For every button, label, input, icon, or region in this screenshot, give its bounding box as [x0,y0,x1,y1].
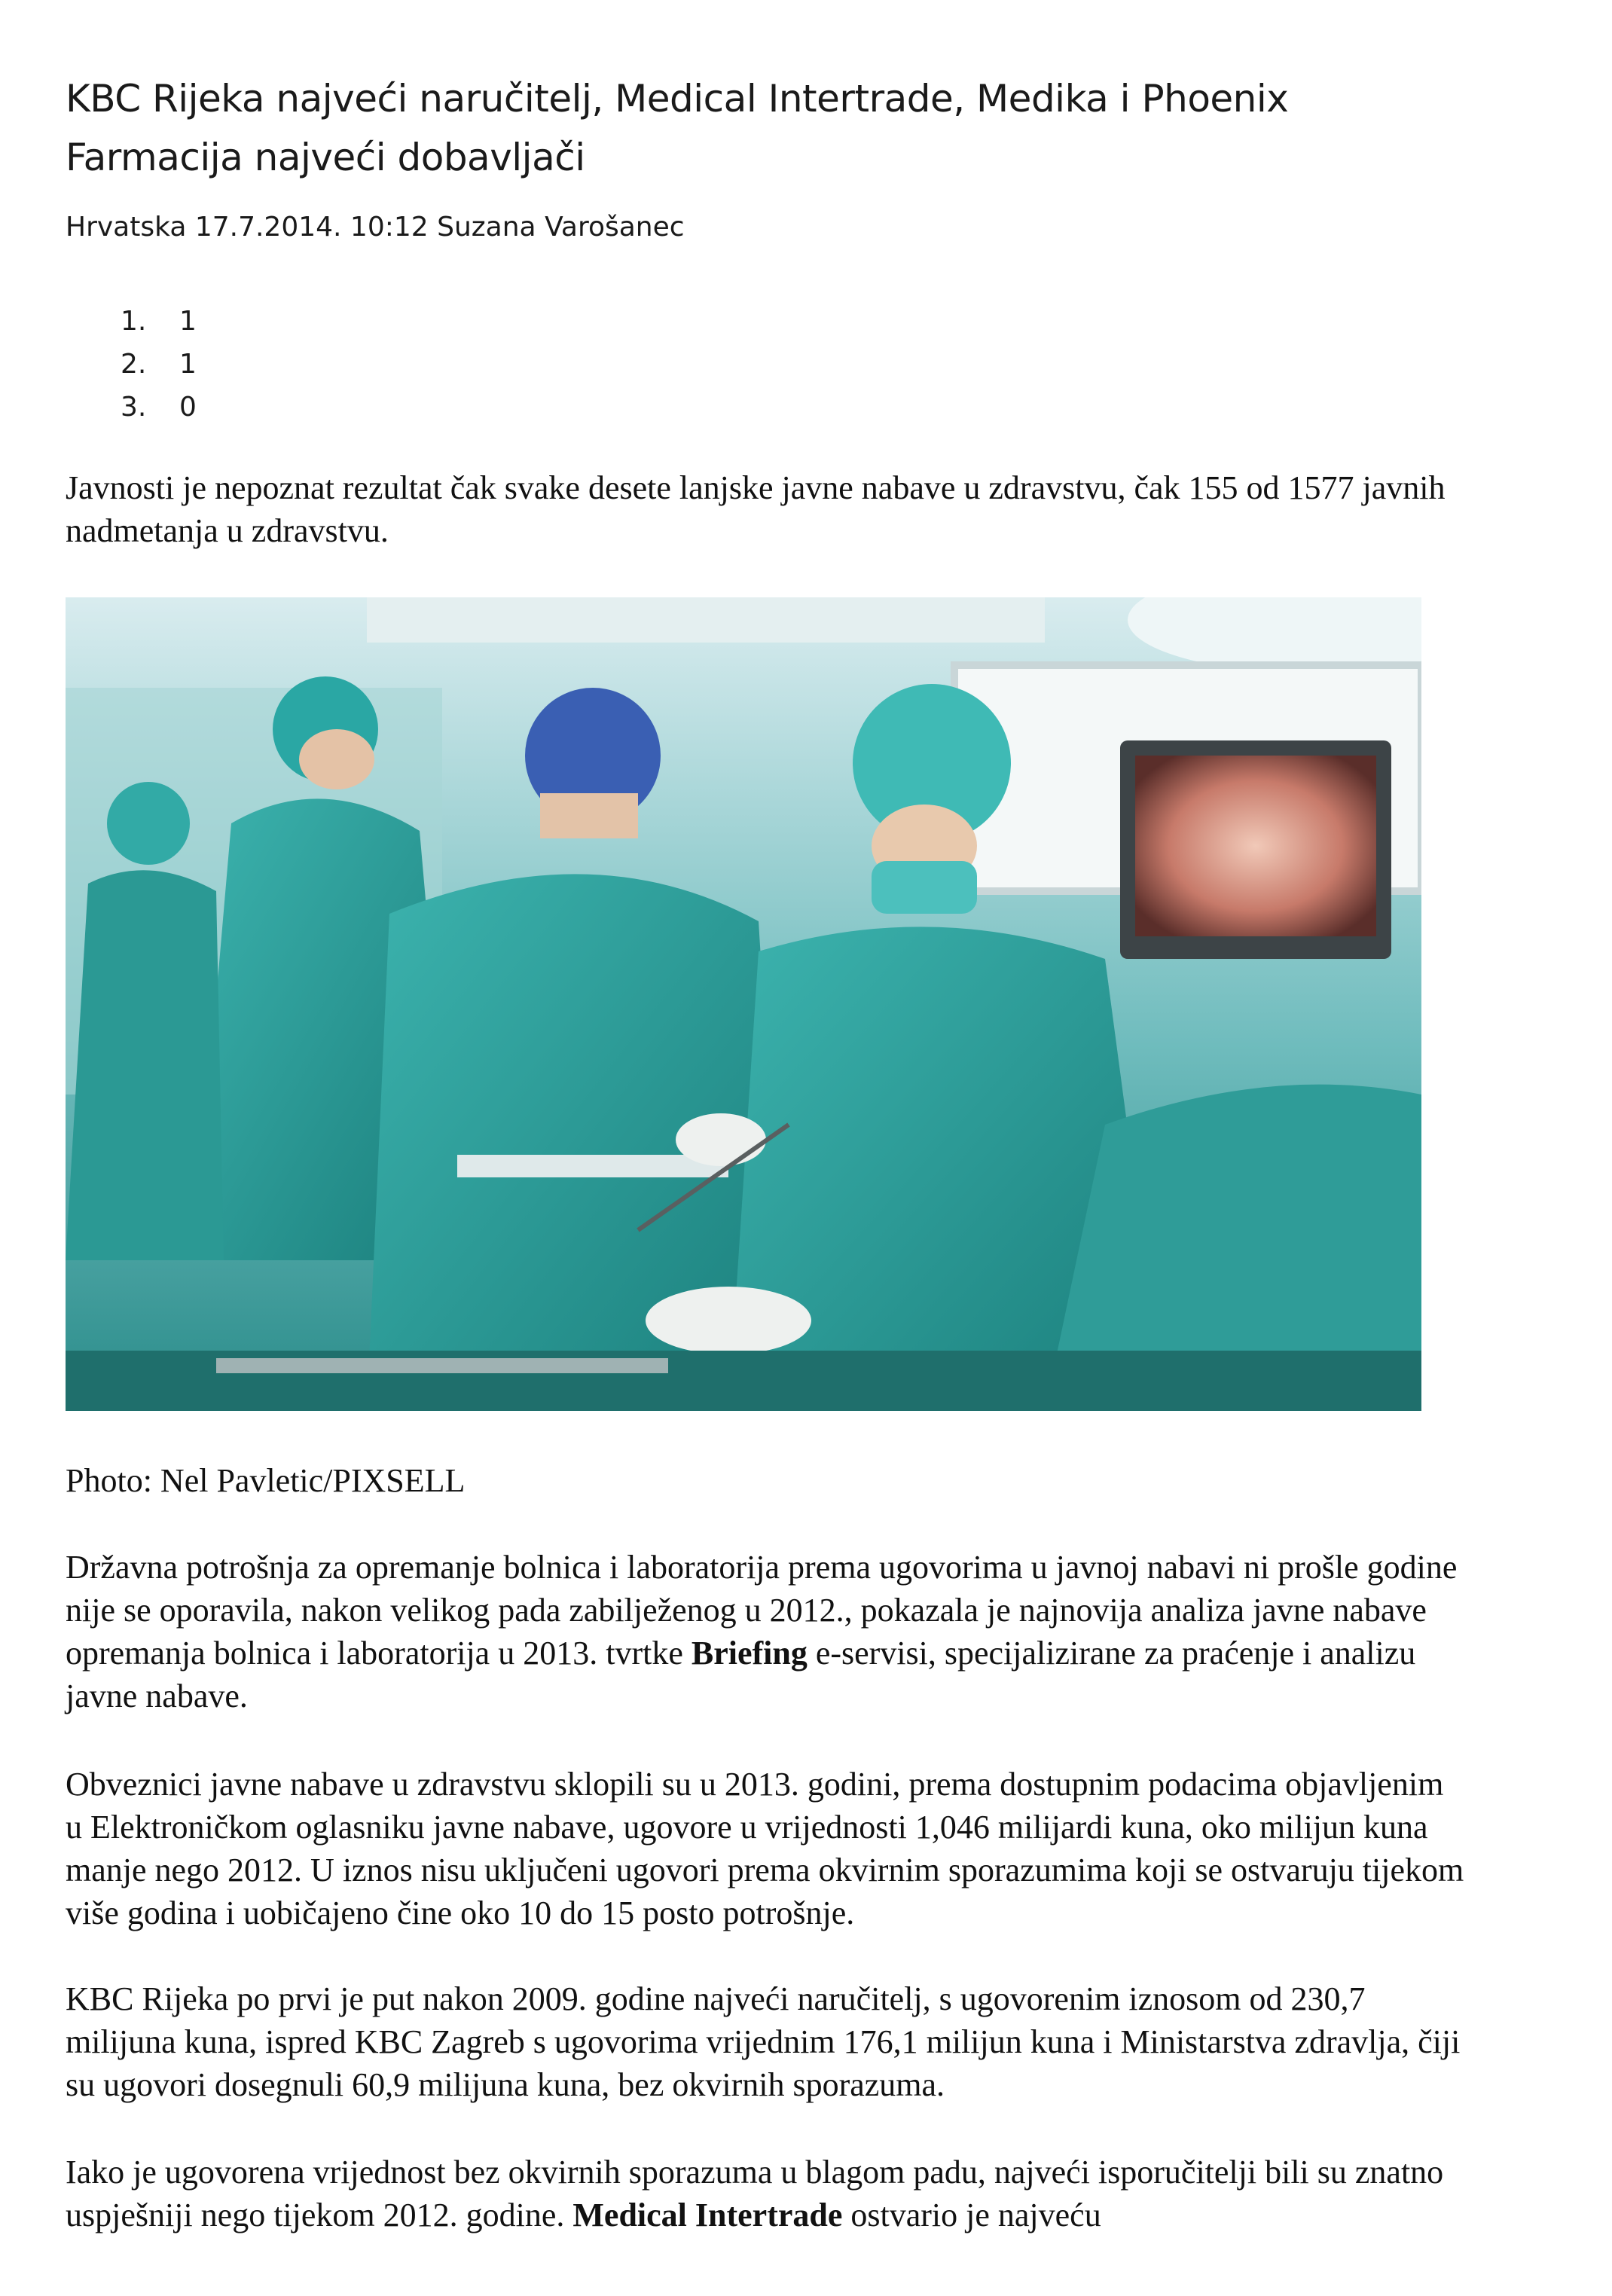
paragraph-1-text: Državna potrošnja za opremanje bolnica i laboratorija prema ugovorima u javnoj nabavi ni prošle godine nije se oporavila, nakon velikog pada zabilježenog u 2012., pokazala je najnovija analiza javne nabave opremanja bolnica i laboratorija u 2013. tvrtke [66,1549,1458,1672]
vote-number: 3. [121,392,147,423]
photo-caption: Photo: Nel Pavletic/PIXSELL [66,1462,466,1499]
vote-count: 0 [179,392,197,423]
paragraph-4-text: Iako je ugovorena vrijednost bez okvirnih sporazuma u blagom padu, najveći isporučitelji bili su znatno uspješniji nego tijekom 2012. godine. [66,2154,1444,2233]
article-title-line-1: KBC Rijeka najveći naručitelj, Medical Intertrade, Medika i Phoenix [66,77,1289,121]
paragraph-1 [66,1546,1467,1717]
article-title-line-2: Farmacija najveći dobavljači [66,136,585,179]
vote-count: 1 [179,349,197,380]
vote-number: 1. [121,306,147,337]
vote-list [121,300,197,429]
article-meta: Hrvatska 17.7.2014. 10:12 Suzana Varošanec [66,212,685,243]
briefing-company-name: Briefing [691,1635,808,1672]
vote-item[interactable] [121,386,197,429]
vote-item[interactable] [121,300,197,343]
operating-room-illustration [66,597,1421,1411]
paragraph-1-text-end: e-servisi, specijalizirane za praćenje i analizu javne nabave. [66,1635,1416,1714]
vote-item[interactable] [121,343,197,386]
article-title [66,69,1497,187]
vote-number: 2. [121,349,147,380]
paragraph-2: Obveznici javne nabave u zdravstvu sklopili su u 2013. godini, prema dostupnim podacima objavljenim u Elektroničkom oglasniku javne nabave, ugovore u vrijednosti 1,046 milijardi kuna, oko milijun kuna manje nego 2012. U iznos nisu uključeni ugovori prema okvirnim sporazumima koji se ostvaruju tijekom više godina i uobičajeno čine oko 10 do 15 posto potrošnje. [66,1766,1464,1931]
medical-intertrade-name: Medical Intertrade [572,2197,843,2233]
paragraph-4-text-end: ostvario je najveću [842,2197,1101,2233]
paragraph-4 [66,2151,1467,2236]
paragraph-3: KBC Rijeka po prvi je put nakon 2009. godine najveći naručitelj, s ugovorenim iznosom od 230,7 milijuna kuna, ispred KBC Zagreb s ugovorima vrijednim 176,1 milijun kuna i Ministarstva zdravlja, čiji su ugovori dosegnuli 60,9 milijuna kuna, bez okvirnih sporazuma. [66,1980,1461,2103]
article-photo [66,597,1421,1411]
vote-count: 1 [179,306,197,337]
lead-paragraph: Javnosti je nepoznat rezultat čak svake desete lanjske javne nabave u zdravstvu, čak 155 od 1577 javnih nadmetanja u zdravstvu. [66,469,1446,549]
